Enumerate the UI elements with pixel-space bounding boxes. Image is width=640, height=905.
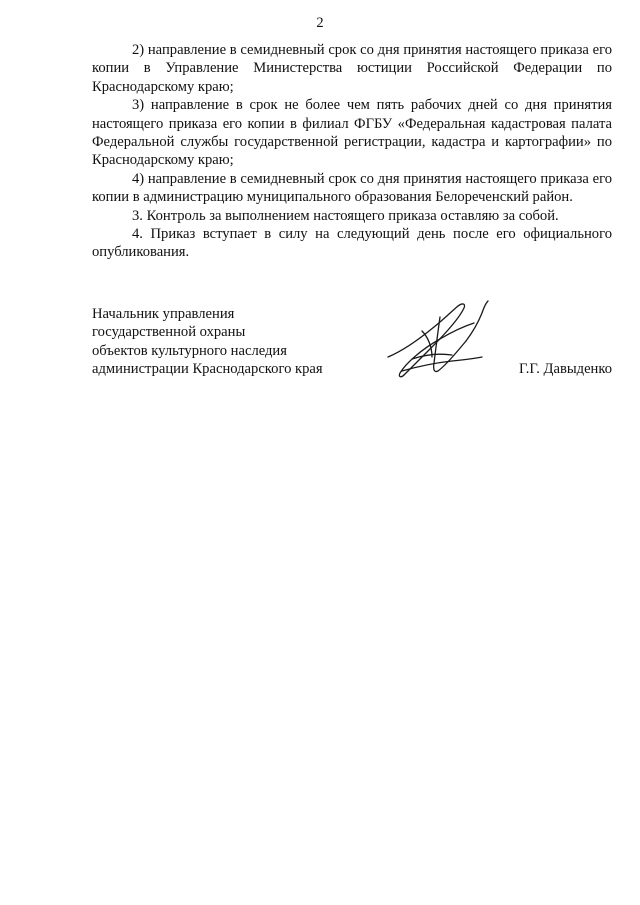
signer-position-line: Начальник управления — [92, 306, 235, 322]
paragraph-effective-date: 4. Приказ вступает в силу на следующий день после его официального опубликования. — [92, 226, 612, 261]
signature-block — [92, 305, 612, 395]
signer-position — [92, 305, 323, 379]
paragraph-item-3: 3) направление в срок не более чем пять рабочих дней со дня принятия настоящего приказа его копии в филиал ФГБУ «Федеральная кадастровая палата Федеральной службы государственной регистрации, кадастра и картографии» по Краснодарскому краю; — [92, 97, 612, 169]
signer-position-line: объектов культурного наследия — [92, 342, 287, 359]
paragraph-item-2: 2) направление в семидневный срок со дня принятия настоящего приказа его копии в Управление Министерства юстиции Российской Федерации по Краснодарскому краю; — [92, 42, 612, 95]
paragraph-control: 3. Контроль за выполнением настоящего приказа оставляю за собой. — [132, 207, 559, 224]
signer-name: Г.Г. Давыденко — [518, 361, 612, 377]
paragraph-item-4: 4) направление в семидневный срок со дня принятия настоящего приказа его копии в администрацию муниципального образования Белореченский район. — [92, 170, 612, 206]
signer-position-line: администрации Краснодарского края — [92, 361, 323, 378]
page-number: 2 — [316, 15, 324, 31]
signer-position-line: государственной охраны — [92, 324, 246, 341]
order-body — [92, 41, 612, 262]
handwritten-signature-icon — [382, 297, 494, 383]
